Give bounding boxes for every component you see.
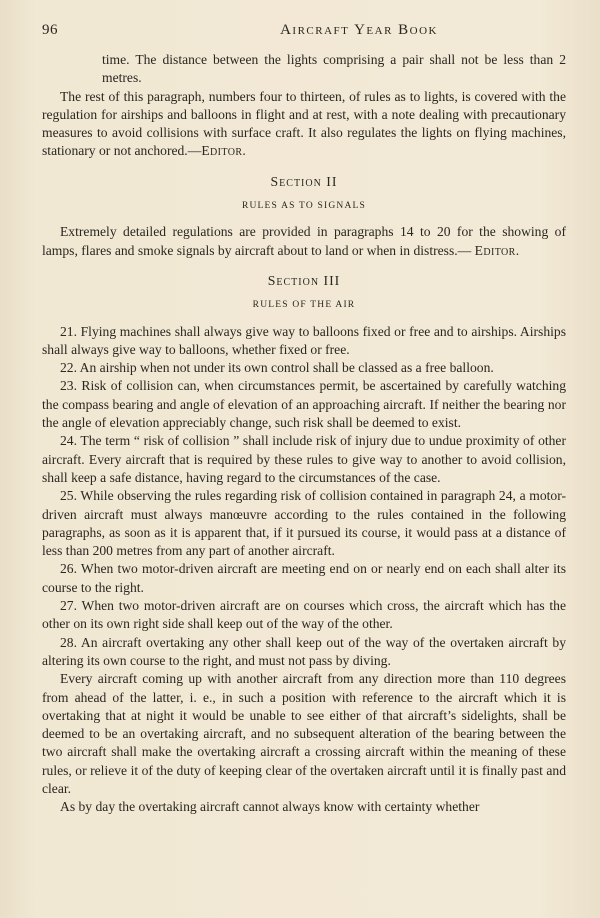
rule-28: 28. An aircraft overtaking any other shall keep out of the way of the overtaken aircraft by altering its own course to the right, and must not pass by diving.: [42, 634, 566, 668]
intro-paragraph-1: time. The distance between the lights comprising a pair shall not be less than 2 metres.: [102, 52, 566, 86]
rule-25: 25. While observing the rules regarding risk of collision contained in paragraph 24, a motor-driven aircraft must always manœuvre according to the rules contained in the following paragraphs, as soon as it is apparent that, if it pursued its course, it would pass at a distance of less than 200 metres from any part of another aircraft.: [42, 488, 566, 559]
intro-paragraph-2-text: The rest of this paragraph, numbers four to thirteen, of rules as to lights, is covered with the regulation for airships and balloons in flight and at rest, with a note dealing with precautionary measures to avoid collisions with surface craft. It also regulates the lights on flying machines, stationary or not anchored.—: [42, 88, 566, 159]
overtaking-paragraph: Every aircraft coming up with another aircraft from any direction more than 110 degrees from ahead of the latter, i. e., in such a position with reference to the aircraft which it is overtaking that at night it would be unable to see either of that aircraft’s sidelights, shall be deemed to be an overtaking aircraft, and no subsequent alteration of the bearing between the two aircraft shall make the overtaking aircraft a crossing aircraft within the meaning of these rules, or relieve it of the duty of keeping clear of the overtaken aircraft until it is finally past and clear.: [42, 671, 566, 796]
section-2-paragraph: [42, 223, 566, 260]
rule-24: 24. The term “ risk of collision ” shall include risk of injury due to undue proximity of other aircraft. Every aircraft that is required by these rules to give way to another to avoid collision, shall keep a safe distance, having regard to the circumstances of the case.: [42, 433, 566, 485]
page-body: [42, 51, 566, 817]
intro-paragraph-2: [42, 88, 566, 161]
editor-credit: Editor.: [201, 143, 247, 159]
rule-26: 26. When two motor-driven aircraft are meeting end on or nearly end on each shall alter its course to the right.: [42, 561, 566, 595]
running-title: Aircraft Year Book: [280, 22, 438, 38]
page-header: [42, 22, 566, 39]
final-paragraph: As by day the overtaking aircraft cannot always know with certainty whether: [60, 799, 480, 815]
page-number: 96: [42, 22, 58, 38]
rule-27: 27. When two motor-driven aircraft are on courses which cross, the aircraft which has the other on its own right side shall keep out of the way of the other.: [42, 598, 566, 632]
section-3-heading: Section III: [267, 272, 341, 288]
rule-22: 22. An airship when not under its own control shall be classed as a free balloon.: [60, 360, 494, 376]
editor-credit: Editor.: [474, 242, 520, 258]
section-3-subheading: RULES OF THE AIR: [252, 300, 356, 311]
section-2-paragraph-text: Extremely detailed regulations are provided in paragraphs 14 to 20 for the showing of lamps, flares and smoke signals by aircraft about to land or when in distress.—: [42, 224, 566, 258]
section-2-subheading: RULES AS TO SIGNALS: [241, 201, 367, 212]
rule-23: 23. Risk of collision can, when circumstances permit, be ascertained by carefully watching the compass bearing and angle of elevation of an approaching aircraft. If neither the bearing nor the angle of elevation appreciably change, such risk shall be deemed to exist.: [42, 378, 566, 431]
section-2-heading: Section II: [270, 173, 338, 189]
rule-21: 21. Flying machines shall always give way to balloons fixed or free and to airships. Airships shall always give way to balloons, whether fixed or free.: [42, 323, 566, 357]
